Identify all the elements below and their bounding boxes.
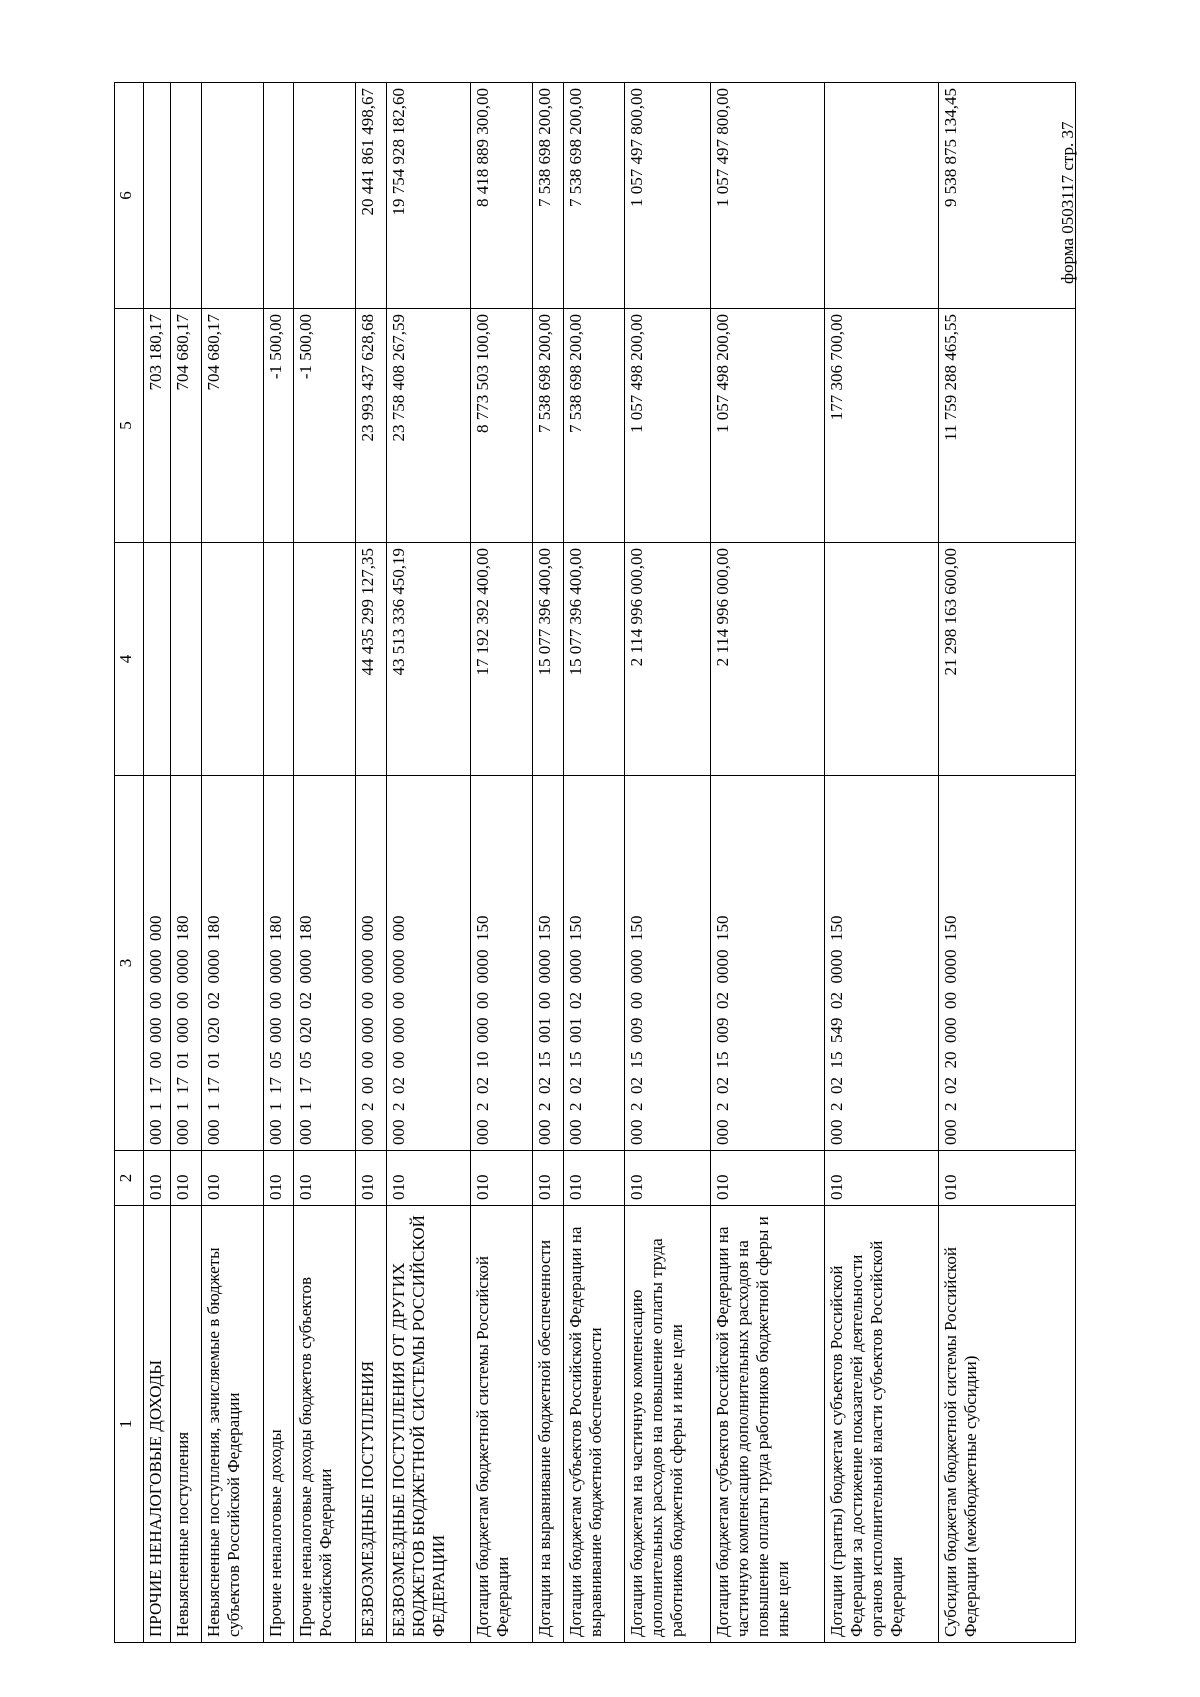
row-approved: 21 298 163 600,00 [939,543,1076,776]
row-executed: 7 538 698 200,00 [564,309,625,543]
table-row [711,83,825,1643]
row-name: Невыясненные поступления [171,1206,202,1643]
row-approved: 2 114 996 000,00 [711,543,825,776]
row-unexecuted: 9 538 875 134,45 [939,83,1076,309]
row-approved [202,543,264,776]
row-unexecuted: 8 418 889 300,00 [471,83,533,309]
row-line-code: 010 [533,1151,564,1206]
row-executed: -1 500,00 [294,309,356,543]
table-row [356,83,387,1643]
row-unexecuted: 1 057 497 800,00 [711,83,825,309]
row-approved: 15 077 396 400,00 [533,543,564,776]
row-executed: 23 758 408 267,59 [387,309,471,543]
row-classification-code: 000 1 17 05 020 02 0000 180 [294,776,356,1151]
row-line-code: 010 [471,1151,533,1206]
row-name: Дотации бюджетам на частичную компенсацию дополнительных расходов на повышение оплаты труда работников бюджетной сферы и иные цели [625,1206,711,1643]
table-row [294,83,356,1643]
row-classification-code: 000 2 02 10 000 00 0000 150 [471,776,533,1151]
row-approved: 43 513 336 450,19 [387,543,471,776]
row-classification-code: 000 2 02 15 009 02 0000 150 [711,776,825,1151]
row-name: Дотации (гранты) бюджетам субъектов Российской Федерации за достижение показателей деятельности органов исполнительной власти субъектов Российской Федерации [825,1206,939,1643]
budget-income-table [114,82,1076,1643]
header-row [115,83,144,1643]
column-header: 3 [115,776,144,1151]
row-unexecuted [825,83,939,309]
row-classification-code: 000 2 02 15 549 02 0000 150 [825,776,939,1151]
row-classification-code: 000 2 02 20 000 00 0000 150 [939,776,1076,1151]
row-classification-code: 000 1 17 01 000 00 0000 180 [171,776,202,1151]
row-executed: 23 993 437 628,68 [356,309,387,543]
rotated-table-container [114,83,1076,1643]
table-row [144,83,171,1643]
table-row [939,83,1076,1643]
row-line-code: 010 [202,1151,264,1206]
row-name: Невыясненные поступления, зачисляемые в бюджеты субъектов Российской Федерации [202,1206,264,1643]
column-header: 1 [115,1206,144,1643]
row-classification-code: 000 1 17 01 020 02 0000 180 [202,776,264,1151]
row-unexecuted [202,83,264,309]
row-unexecuted [171,83,202,309]
row-executed: 11 759 288 465,55 [939,309,1076,543]
row-approved: 15 077 396 400,00 [564,543,625,776]
row-name: БЕЗВОЗМЕЗДНЫЕ ПОСТУПЛЕНИЯ [356,1206,387,1643]
row-executed: 703 180,17 [144,309,171,543]
row-name: Дотации на выравнивание бюджетной обеспеченности [533,1206,564,1643]
row-unexecuted [264,83,294,309]
row-line-code: 010 [264,1151,294,1206]
row-name: Дотации бюджетам бюджетной системы Российской Федерации [471,1206,533,1643]
row-executed: 177 306 700,00 [825,309,939,543]
row-executed: -1 500,00 [264,309,294,543]
column-header: 6 [115,83,144,309]
row-approved [825,543,939,776]
table-row [264,83,294,1643]
row-classification-code: 000 2 02 15 009 00 0000 150 [625,776,711,1151]
row-line-code: 010 [825,1151,939,1206]
row-unexecuted [294,83,356,309]
form-reference: форма 0503117 стр. 37 [1058,121,1077,284]
row-line-code: 010 [625,1151,711,1206]
row-executed: 1 057 498 200,00 [711,309,825,543]
row-executed: 704 680,17 [171,309,202,543]
row-line-code: 010 [939,1151,1076,1206]
row-classification-code: 000 1 17 05 000 00 0000 180 [264,776,294,1151]
row-name: Прочие неналоговые доходы бюджетов субъектов Российской Федерации [294,1206,356,1643]
row-unexecuted: 7 538 698 200,00 [564,83,625,309]
row-approved: 17 192 392 400,00 [471,543,533,776]
table-row [564,83,625,1643]
row-unexecuted: 7 538 698 200,00 [533,83,564,309]
row-executed: 704 680,17 [202,309,264,543]
row-line-code: 010 [356,1151,387,1206]
row-approved [264,543,294,776]
row-classification-code: 000 2 02 15 001 02 0000 150 [564,776,625,1151]
row-name: Субсидии бюджетам бюджетной системы Российской Федерации (межбюджетные субсидии) [939,1206,1076,1643]
row-approved [294,543,356,776]
row-unexecuted: 1 057 497 800,00 [625,83,711,309]
row-line-code: 010 [711,1151,825,1206]
row-name: Дотации бюджетам субъектов Российской Федерации на выравнивание бюджетной обеспеченности [564,1206,625,1643]
table-row [387,83,471,1643]
row-approved [144,543,171,776]
row-name: Прочие неналоговые доходы [264,1206,294,1643]
row-unexecuted: 20 441 861 498,67 [356,83,387,309]
row-classification-code: 000 2 00 00 000 00 0000 000 [356,776,387,1151]
table-row [202,83,264,1643]
row-name: Дотации бюджетам субъектов Российской Федерации на частичную компенсацию дополнительных расходов на повышение оплаты труда работников бюджетной сферы и иные цели [711,1206,825,1643]
table-row [533,83,564,1643]
row-approved [171,543,202,776]
row-approved: 44 435 299 127,35 [356,543,387,776]
row-name: ПРОЧИЕ НЕНАЛОГОВЫЕ ДОХОДЫ [144,1206,171,1643]
table-row [625,83,711,1643]
table-row [171,83,202,1643]
column-header: 4 [115,543,144,776]
row-classification-code: 000 1 17 00 000 00 0000 000 [144,776,171,1151]
row-line-code: 010 [144,1151,171,1206]
row-line-code: 010 [294,1151,356,1206]
table-row [825,83,939,1643]
row-classification-code: 000 2 02 00 000 00 0000 000 [387,776,471,1151]
row-unexecuted [144,83,171,309]
row-line-code: 010 [171,1151,202,1206]
row-approved: 2 114 996 000,00 [625,543,711,776]
row-classification-code: 000 2 02 15 001 00 0000 150 [533,776,564,1151]
row-line-code: 010 [387,1151,471,1206]
table-row [471,83,533,1643]
row-executed: 8 773 503 100,00 [471,309,533,543]
row-unexecuted: 19 754 928 182,60 [387,83,471,309]
row-executed: 1 057 498 200,00 [625,309,711,543]
column-header: 2 [115,1151,144,1206]
row-line-code: 010 [564,1151,625,1206]
row-executed: 7 538 698 200,00 [533,309,564,543]
column-header: 5 [115,309,144,543]
row-name: БЕЗВОЗМЕЗДНЫЕ ПОСТУПЛЕНИЯ ОТ ДРУГИХ БЮДЖЕТОВ БЮДЖЕТНОЙ СИСТЕМЫ РОССИЙСКОЙ ФЕДЕРАЦИИ [387,1206,471,1643]
